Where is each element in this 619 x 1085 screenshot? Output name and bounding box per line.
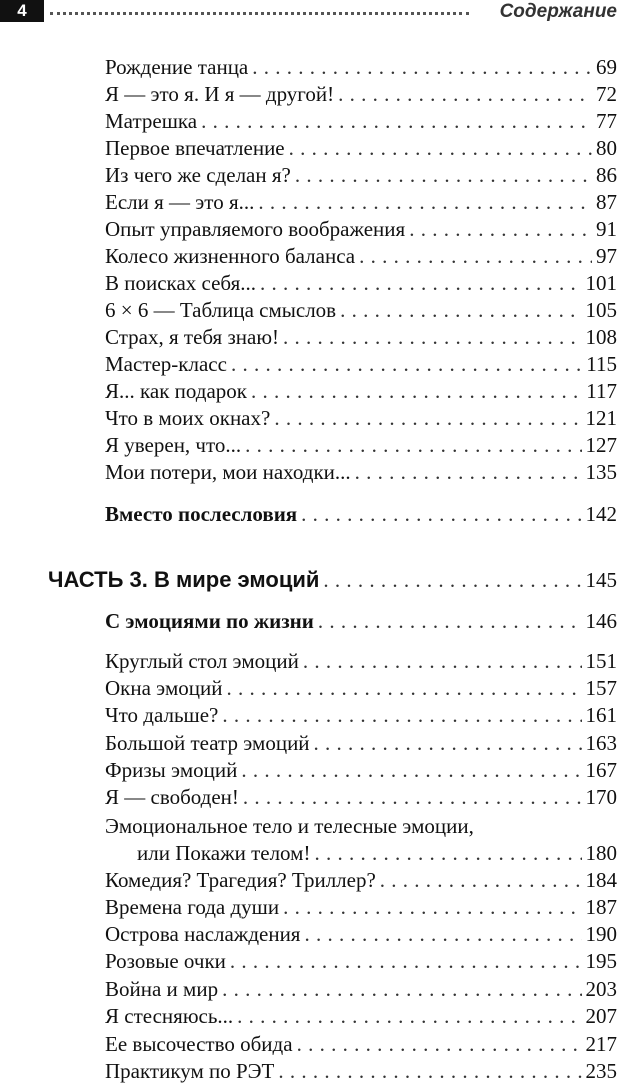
toc-entry-title: Мастер-класс bbox=[105, 352, 227, 376]
toc-entry-title: или Покажи телом! bbox=[137, 841, 311, 865]
toc-entry bbox=[105, 351, 619, 378]
toc-entry-page: 151 bbox=[585, 649, 617, 673]
toc-entry-page: 146 bbox=[585, 609, 617, 633]
dot-leader bbox=[237, 1003, 581, 1030]
toc-entry-page: 80 bbox=[596, 136, 617, 160]
dot-leader bbox=[283, 324, 582, 351]
toc-entry-page: 157 bbox=[585, 676, 617, 700]
toc-entry-page: 167 bbox=[585, 758, 617, 782]
toc-entry bbox=[105, 1031, 619, 1058]
dot-leader bbox=[227, 675, 582, 702]
toc-entry-page: 145 bbox=[585, 568, 617, 592]
toc-entry-title: 6 × 6 — Таблица смыслов bbox=[105, 298, 337, 322]
toc-part-heading bbox=[48, 566, 619, 593]
toc-entry-page: 127 bbox=[585, 433, 617, 457]
toc-entry-title-line: Эмоциональное тело и телесные эмоции, bbox=[105, 814, 474, 838]
toc-part-title: ЧАСТЬ 3. В мире эмоций bbox=[48, 567, 320, 592]
toc-entry-page: 97 bbox=[596, 244, 617, 268]
toc-entry bbox=[105, 378, 619, 405]
toc-entry-page: 101 bbox=[585, 271, 617, 295]
toc-entry bbox=[105, 432, 619, 459]
toc-entry bbox=[105, 1003, 619, 1030]
toc-subsection-entry bbox=[105, 608, 619, 635]
toc-entry-title: Я стесняюсь... bbox=[105, 1004, 234, 1028]
toc-entry-title: Мои потери, мои находки... bbox=[105, 460, 351, 484]
toc-entry-page: 195 bbox=[585, 949, 617, 973]
toc-entry bbox=[105, 54, 619, 81]
toc-entry bbox=[105, 216, 619, 243]
toc-entry-title: Страх, я тебя знаю! bbox=[105, 325, 279, 349]
toc-entry-title: Я уверен, что... bbox=[105, 433, 242, 457]
toc-entry-page: 77 bbox=[596, 109, 617, 133]
toc-entry bbox=[105, 135, 619, 162]
toc-entry bbox=[105, 405, 619, 432]
dot-leader bbox=[274, 405, 581, 432]
toc-entry-title: Что в моих окнах? bbox=[105, 406, 271, 430]
dot-leader bbox=[338, 81, 592, 108]
dot-leader bbox=[245, 432, 581, 459]
toc-entry bbox=[105, 675, 619, 702]
dot-leader bbox=[380, 867, 582, 894]
dot-leader bbox=[301, 501, 581, 528]
dot-leader bbox=[243, 784, 582, 811]
toc-entry-title: Опыт управляемого воображения bbox=[105, 217, 406, 241]
toc-entry-title: Комедия? Трагедия? Триллер? bbox=[105, 868, 376, 892]
toc-entry-page: 207 bbox=[585, 1004, 617, 1028]
dot-leader bbox=[409, 216, 592, 243]
toc-entry-page: 163 bbox=[585, 731, 617, 755]
toc-entry bbox=[105, 730, 619, 757]
toc-entry-page: 72 bbox=[596, 82, 617, 106]
toc-entry bbox=[105, 784, 619, 811]
toc-entry bbox=[105, 81, 619, 108]
toc-entry bbox=[105, 757, 619, 784]
toc-entry-page: 203 bbox=[585, 977, 617, 1001]
dot-leader bbox=[230, 948, 582, 975]
page-number: 4 bbox=[0, 0, 44, 22]
toc-entry-title: Война и мир bbox=[105, 977, 219, 1001]
toc-entry bbox=[105, 324, 619, 351]
toc-entry-title: В поисках себя... bbox=[105, 271, 256, 295]
toc-entry bbox=[105, 894, 619, 921]
dot-leader bbox=[295, 162, 592, 189]
toc-entry bbox=[105, 459, 619, 486]
toc-entry bbox=[105, 243, 619, 270]
toc-entry-title: Вместо послесловия bbox=[105, 502, 298, 526]
dot-leader bbox=[340, 297, 581, 324]
toc-entry-page: 170 bbox=[585, 785, 617, 809]
toc-entry bbox=[105, 648, 619, 675]
toc-entry-page: 105 bbox=[585, 298, 617, 322]
toc-entry-title: С эмоциями по жизни bbox=[105, 609, 314, 633]
dot-leader bbox=[260, 270, 582, 297]
toc-entry-page: 180 bbox=[585, 841, 617, 865]
dot-leader bbox=[278, 1058, 581, 1085]
toc-entry bbox=[105, 1058, 619, 1085]
dot-leader bbox=[289, 135, 592, 162]
toc-entry-page: 86 bbox=[596, 163, 617, 187]
toc-subsection-entry bbox=[105, 501, 619, 528]
dot-leader bbox=[314, 730, 582, 757]
toc-entry-title: Колесо жизненного баланса bbox=[105, 244, 356, 268]
toc-entry-page: 117 bbox=[586, 379, 617, 403]
toc-entry-title: Фризы эмоций bbox=[105, 758, 238, 782]
toc-entry-title: Первое впечатление bbox=[105, 136, 285, 160]
toc-entry-page: 142 bbox=[585, 502, 617, 526]
toc-entry bbox=[105, 702, 619, 729]
toc-entry-title: Если я — это я... bbox=[105, 190, 255, 214]
toc-entry bbox=[105, 270, 619, 297]
toc-entry-page: 190 bbox=[585, 922, 617, 946]
dot-leader bbox=[297, 1031, 582, 1058]
toc-entry-title: Окна эмоций bbox=[105, 676, 223, 700]
section-title: Содержание bbox=[499, 1, 617, 22]
dot-leader bbox=[318, 608, 582, 635]
toc-entry-page: 187 bbox=[585, 895, 617, 919]
toc-entry-title: Острова наслаждения bbox=[105, 922, 301, 946]
toc-entry-title: Я — свободен! bbox=[105, 785, 239, 809]
toc-entry bbox=[105, 948, 619, 975]
toc-entry-page: 184 bbox=[585, 868, 617, 892]
dot-leader bbox=[314, 840, 581, 867]
dot-leader bbox=[303, 648, 582, 675]
toc-entry bbox=[105, 162, 619, 189]
toc-entry-title: Практикум по РЭТ bbox=[105, 1059, 275, 1083]
toc-entry-title: Круглый стол эмоций bbox=[105, 649, 299, 673]
toc-entry-title: Рождение танца bbox=[105, 55, 249, 79]
dot-leader bbox=[251, 378, 582, 405]
toc-entry-page: 161 bbox=[585, 703, 617, 727]
dot-leader bbox=[258, 189, 592, 216]
toc-entry-title: Ее высочество обида bbox=[105, 1032, 293, 1056]
toc-entry-page: 69 bbox=[596, 55, 617, 79]
toc-entry-title: Я — это я. И я — другой! bbox=[105, 82, 335, 106]
toc-entry bbox=[105, 867, 619, 894]
toc-entry-page: 108 bbox=[585, 325, 617, 349]
toc-entry-page: 235 bbox=[585, 1059, 617, 1083]
dot-leader bbox=[241, 757, 581, 784]
dot-leader bbox=[359, 243, 592, 270]
toc-entry bbox=[105, 976, 619, 1003]
toc-entry-title: Большой театр эмоций bbox=[105, 731, 310, 755]
dot-leader bbox=[231, 351, 582, 378]
dot-leader bbox=[201, 108, 592, 135]
dot-leader bbox=[222, 702, 581, 729]
toc-entry bbox=[105, 108, 619, 135]
toc-entry-title: Розовые очки bbox=[105, 949, 226, 973]
toc-entry-page: 115 bbox=[586, 352, 617, 376]
toc-entry-title: Времена года души bbox=[105, 895, 280, 919]
dot-leader bbox=[222, 976, 581, 1003]
toc-entry bbox=[105, 189, 619, 216]
dot-leader bbox=[304, 921, 581, 948]
toc-entry-page: 135 bbox=[585, 460, 617, 484]
toc-entry bbox=[105, 297, 619, 324]
dot-leader bbox=[355, 459, 582, 486]
dot-leader bbox=[252, 54, 592, 81]
toc-entry-title: Что дальше? bbox=[105, 703, 219, 727]
toc-entry bbox=[105, 921, 619, 948]
dot-leader bbox=[323, 567, 581, 594]
toc-entry-page: 217 bbox=[585, 1032, 617, 1056]
toc-entry-title: Из чего же сделан я? bbox=[105, 163, 291, 187]
toc-entry-page: 87 bbox=[596, 190, 617, 214]
toc-entry bbox=[137, 840, 619, 867]
toc-entry-title: Матрешка bbox=[105, 109, 198, 133]
toc-entry-page: 121 bbox=[585, 406, 617, 430]
toc-entry-page: 91 bbox=[596, 217, 617, 241]
toc-entry-title: Я... как подарок bbox=[105, 379, 248, 403]
dot-leader bbox=[283, 894, 581, 921]
